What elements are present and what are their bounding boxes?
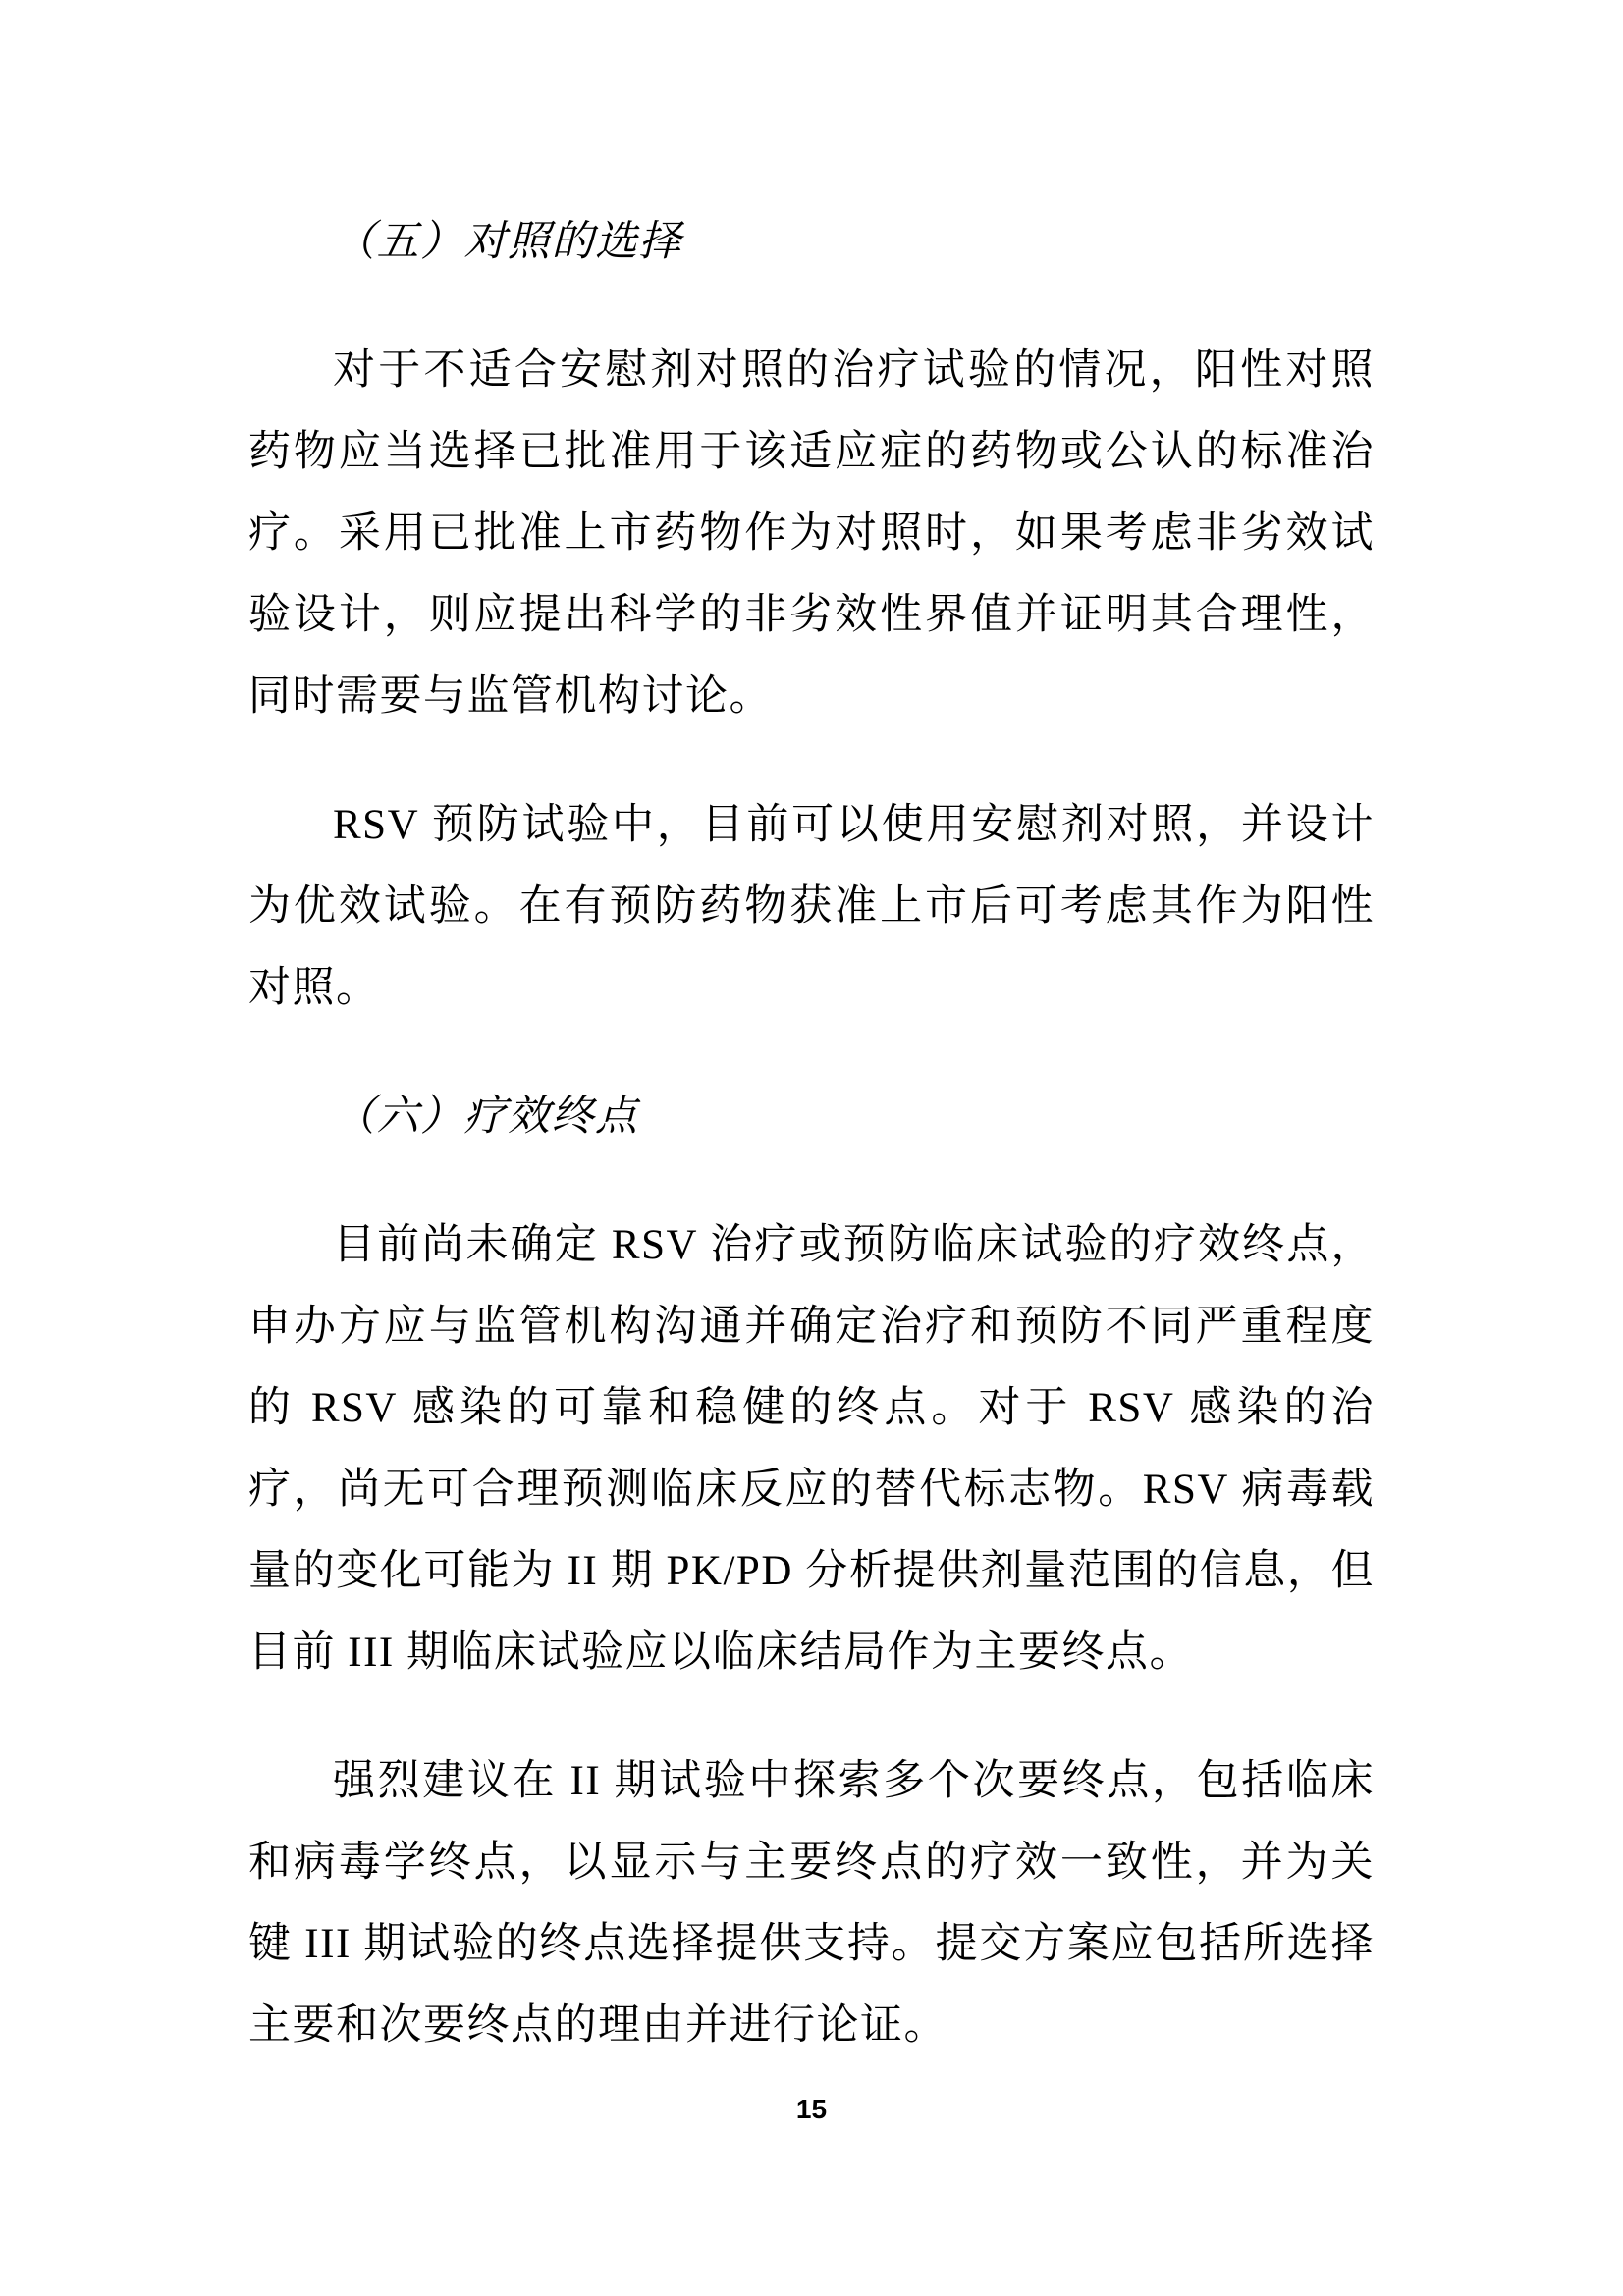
body-paragraph: 对于不适合安慰剂对照的治疗试验的情况，阳性对照药物应当选择已批准用于该适应症的药物或公认的标准治疗。采用已批准上市药物作为对照时，如果考虑非劣效试验设计，则应提出科学的非劣效性界值并证明其合理性，同时需要与监管机构讨论。 xyxy=(248,347,1375,720)
section-heading-5-control-selection: （五）对照的选择 xyxy=(333,219,682,265)
body-paragraph: 强烈建议在 II 期试验中探索多个次要终点，包括临床和病毒学终点，以显示与主要终点的疗效一致性，并为关键 III 期试验的终点选择提供支持。提交方案应包括所选择主要和次要终点的理由并进行论证。 xyxy=(248,1758,1375,2049)
body-paragraph: RSV 预防试验中，目前可以使用安慰剂对照，并设计为优效试验。在有预防药物获准上市后可考虑其作为阳性对照。 xyxy=(248,802,1375,1011)
page-number: 15 xyxy=(795,2094,828,2124)
document-content xyxy=(248,201,1375,2066)
body-paragraph: 目前尚未确定 RSV 治疗或预防临床试验的疗效终点，申办方应与监管机构沟通并确定治疗和预防不同严重程度的 RSV 感染的可靠和稳健的终点。对于 RSV 感染的治疗，尚无可合理预测临床反应的替代标志物。RSV 病毒载量的变化可能为 II 期 PK/PD 分析提供剂量范围的信息，但目前 III 期临床试验应以临床结局作为主要终点。 xyxy=(248,1222,1375,1676)
section-heading-6-efficacy-endpoints: （六）疗效终点 xyxy=(333,1094,639,1140)
